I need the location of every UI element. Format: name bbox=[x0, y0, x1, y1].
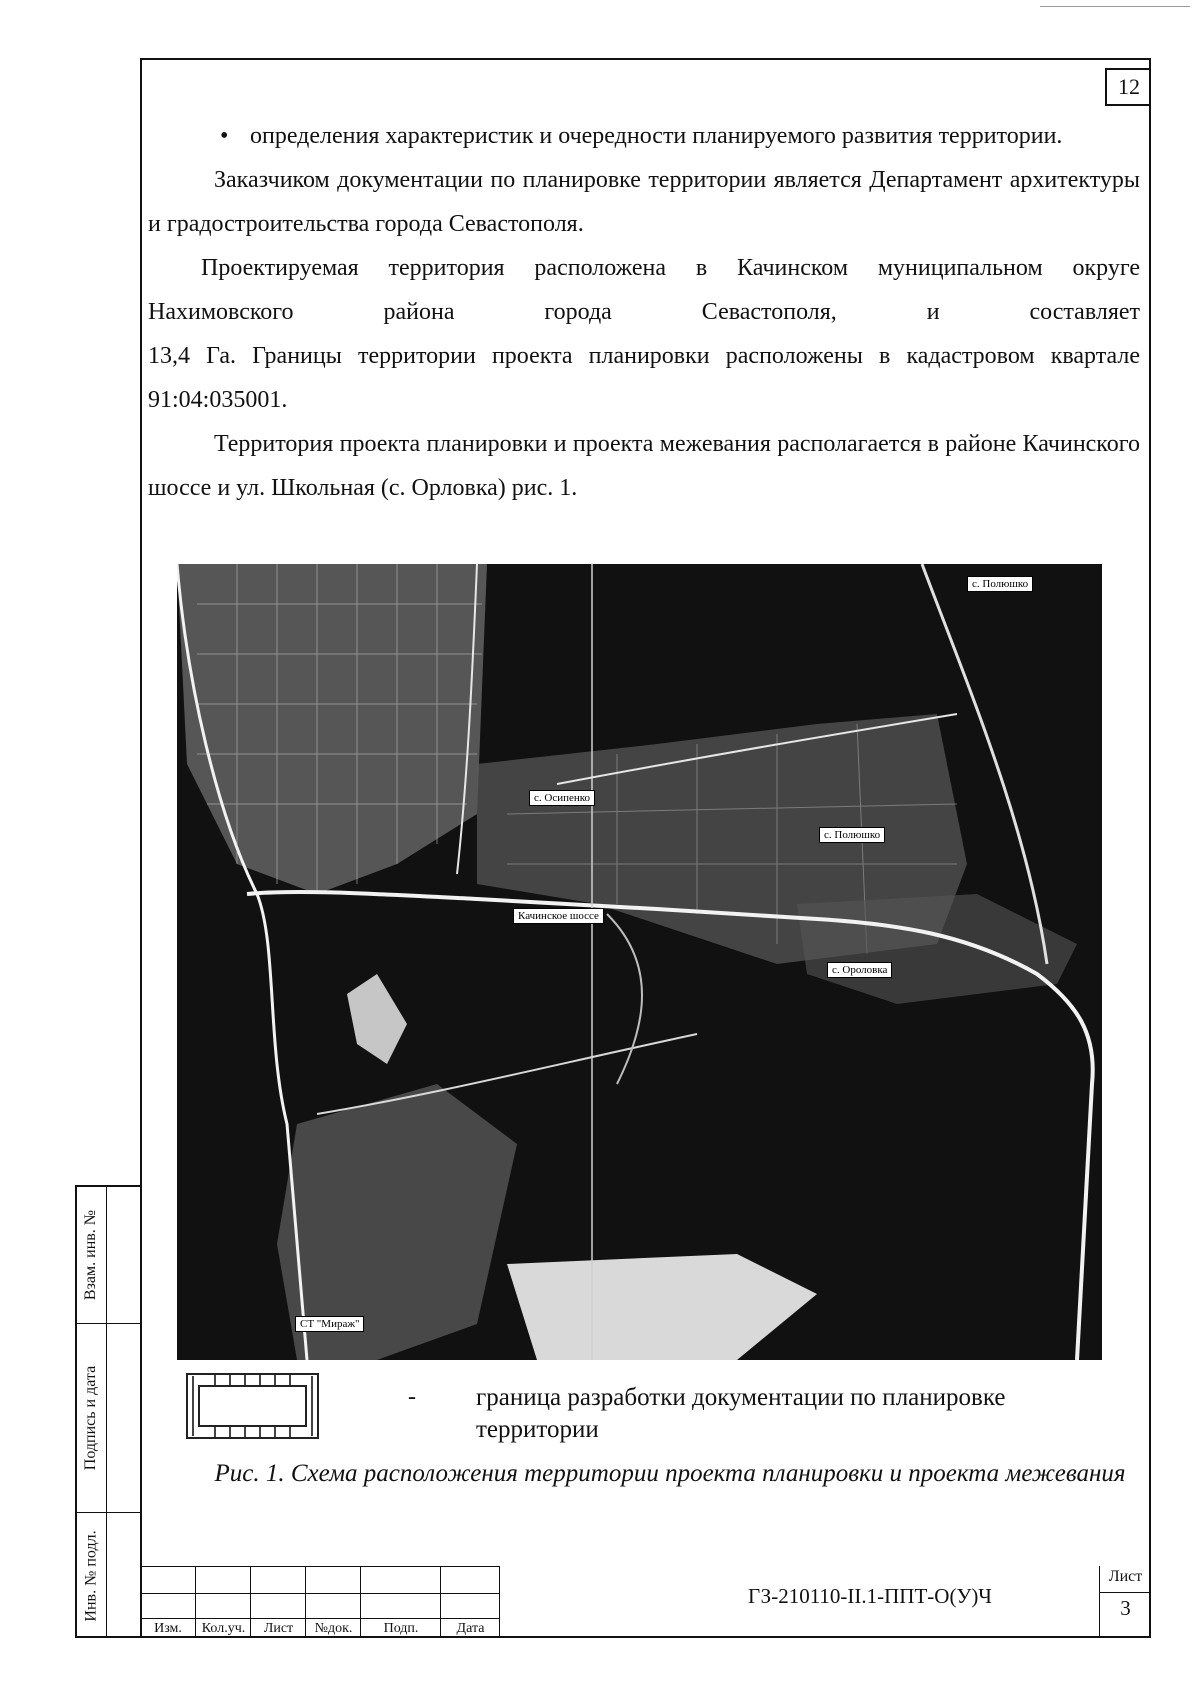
hdr-podp: Подп. bbox=[383, 1621, 419, 1636]
body-text bbox=[148, 114, 1140, 510]
bullet-icon: • bbox=[220, 123, 229, 149]
paragraph-location-a: Проектируемая территория расположена в Качинском муниципальном округе Нахимовского района города Севастополя, и составляет bbox=[148, 255, 1140, 325]
figure-caption: Рис. 1. Схема расположения территории проекта планировки и проекта межевания bbox=[214, 1460, 1126, 1487]
legend-dash: - bbox=[408, 1384, 416, 1410]
map-drawing bbox=[177, 564, 1102, 1360]
map-label-poloshko: с. Полюшко bbox=[819, 827, 885, 843]
satellite-map bbox=[177, 564, 1102, 1360]
map-label-mirazh: СТ "Мираж" bbox=[295, 1316, 364, 1332]
top-rule bbox=[1040, 6, 1190, 7]
page-number: 12 bbox=[1105, 68, 1151, 106]
sheet-number: 3 bbox=[1120, 1596, 1131, 1620]
hdr-data: Дата bbox=[456, 1621, 485, 1636]
bullet-item: • определения характеристик и очередности планируемого развития территории. bbox=[148, 114, 1140, 158]
side-stamp bbox=[75, 1185, 140, 1638]
hdr-kolvo: Кол.уч. bbox=[201, 1621, 246, 1636]
document-number: ГЗ-210110-II.1-ППТ-О(У)Ч bbox=[748, 1584, 992, 1608]
side-label-vzam: Взам. инв. № bbox=[82, 1209, 100, 1301]
map-label-orlovka: с. Ороловка bbox=[827, 962, 892, 978]
side-label-podpis: Подпись и дата bbox=[82, 1365, 100, 1470]
sheet-label: Лист bbox=[1108, 1568, 1143, 1585]
side-label-inv: Инв. № подл. bbox=[82, 1530, 100, 1622]
hdr-izm: Изм. bbox=[154, 1621, 182, 1636]
map-label-shosse: Качинское шоссе bbox=[513, 908, 604, 924]
hdr-ndok: №док. bbox=[314, 1621, 353, 1636]
boundary-legend-icon bbox=[185, 1372, 320, 1440]
paragraph-customer: Заказчиком документации по планировке территории является Департамент архитектуры и градостроительства города Севастополя. bbox=[148, 167, 1140, 237]
map-label-osipenko: с. Осипенко bbox=[529, 790, 595, 806]
paragraph-location-b: 13,4 Га. Границы территории проекта планировки расположены в кадастровом квартале 91:04:035001. bbox=[148, 343, 1140, 413]
paragraph-area: Территория проекта планировки и проекта межевания располагается в районе Качинского шоссе и ул. Школьная (с. Орловка) рис. 1. bbox=[148, 431, 1140, 501]
hdr-list: Лист bbox=[263, 1621, 294, 1636]
legend-text: граница разработки документации по планировке территории bbox=[476, 1384, 1006, 1443]
map-label-poloshko-top: с. Полюшко bbox=[967, 576, 1033, 592]
title-block bbox=[140, 1566, 1151, 1638]
